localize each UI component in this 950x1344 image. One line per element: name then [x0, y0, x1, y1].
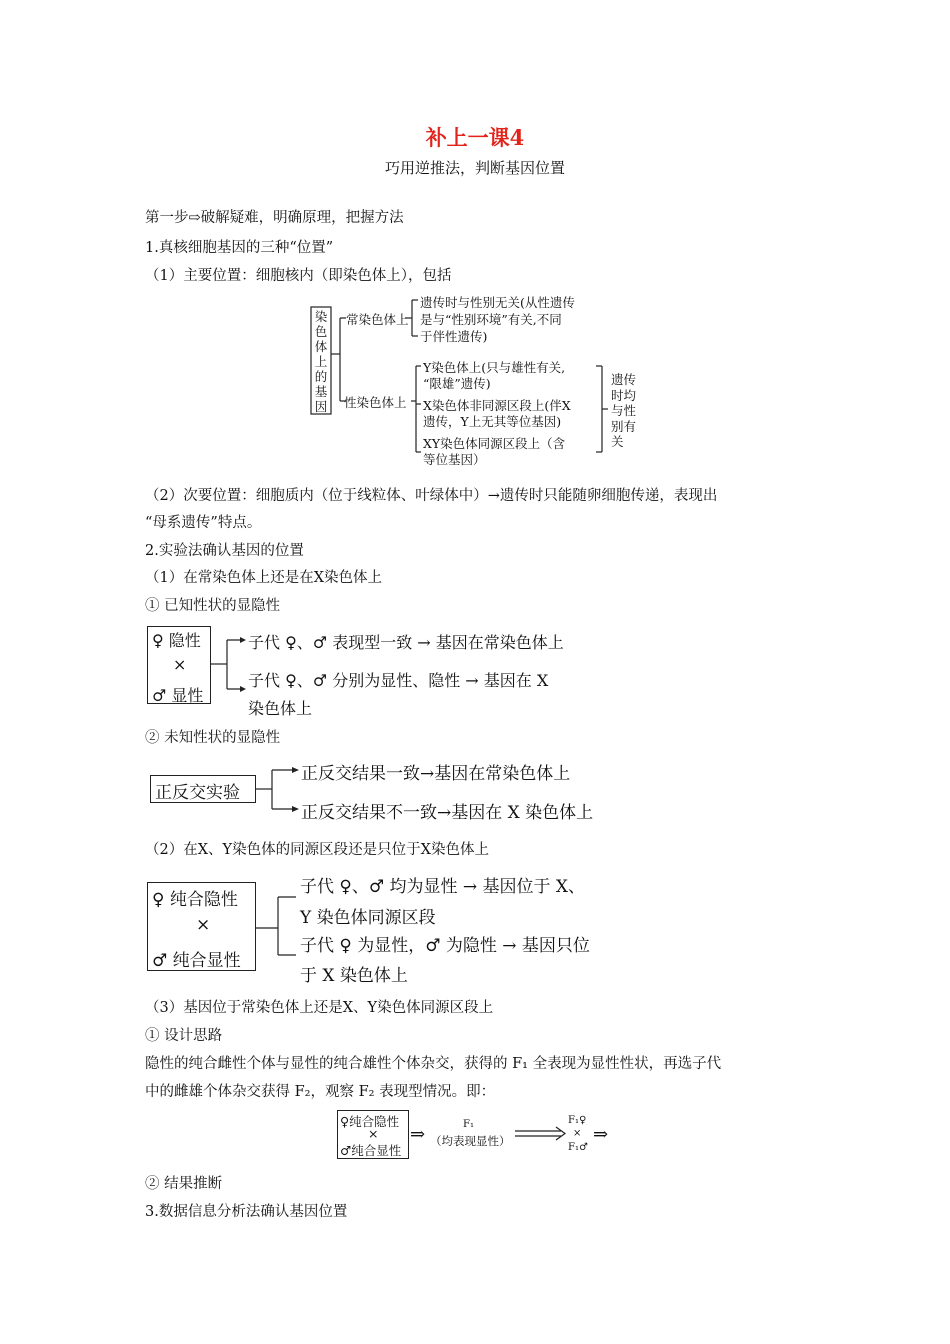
xy-homologous-2: 等位基因）	[423, 452, 486, 467]
double-arrow-1: ⇒	[410, 1124, 426, 1145]
sex-related-label: 遗传时均与性别有关	[611, 372, 637, 449]
sex-chromosome-label: 性染色体上	[344, 395, 407, 410]
homologous-result-1b: Y 染色体同源区段	[300, 908, 436, 928]
reciprocal-result-1: 正反交结果一致→基因在常染色体上	[301, 764, 571, 784]
step1-heading: 第一步⇨破解疑难，明确原理，把握方法	[145, 210, 404, 226]
homologous-result-2a: 子代 ♀ 为显性，♂ 为隐性 → 基因只位	[300, 936, 590, 956]
female-pure-recessive: ♀ 纯合隐性	[152, 890, 238, 910]
f1-male: F₁♂	[568, 1142, 588, 1153]
y-chromosome-2: “限雄”遗传)	[423, 376, 491, 391]
xy-homologous-1: XY染色体同源区段上（含	[423, 436, 566, 451]
section2-3a: ① 设计思路	[145, 1028, 223, 1044]
section2-3b: ② 结果推断	[145, 1176, 223, 1192]
f1-female: F₁♀	[568, 1115, 587, 1126]
male-pure-dominant: ♂ 纯合显性	[152, 951, 241, 971]
x-nonhomologous-1: X染色体非同源区段上(伴X	[423, 398, 571, 413]
autosome-desc-2: 是与“性别环境”有关,不同	[420, 312, 562, 327]
section3-heading: 3.数据信息分析法确认基因位置	[145, 1204, 348, 1220]
female-recessive: ♀ 隐性	[152, 631, 201, 650]
section2-1: （1）在常染色体上还是在X染色体上	[145, 570, 383, 586]
f1-description: （均表现显性）	[430, 1134, 511, 1148]
section1-heading: 1.真核细胞基因的三种“位置”	[145, 240, 334, 256]
f-female-pure-recessive: ♀纯合隐性	[340, 1114, 400, 1129]
section2-2: （2）在X、Y染色体的同源区段还是只位于X染色体上	[145, 842, 489, 858]
male-dominant: ♂ 显性	[152, 686, 204, 705]
homologous-result-1a: 子代 ♀、♂ 均为显性 → 基因位于 X、	[300, 877, 586, 897]
f-male-pure-dominant: ♂纯合显性	[340, 1143, 402, 1158]
known-result-2a: 子代 ♀、♂ 分别为显性、隐性 → 基因在 X	[248, 671, 549, 690]
double-arrow-2: ⇒	[593, 1124, 609, 1145]
f1-cross: ×	[573, 1128, 582, 1139]
autosome-desc-1: 遗传时与性别无关(从性遗传	[420, 295, 575, 310]
reciprocal-result-2: 正反交结果不一致→基因在 X 染色体上	[301, 803, 594, 823]
design-paragraph-2: 中的雌雄个体杂交获得 F₂，观察 F₂ 表现型情况。即：	[145, 1084, 496, 1100]
section2-heading: 2.实验法确认基因的位置	[145, 543, 304, 559]
known-result-1: 子代 ♀、♂ 表现型一致 → 基因在常染色体上	[248, 633, 564, 652]
homologous-result-2b: 于 X 染色体上	[300, 966, 408, 986]
f-cross-symbol: ×	[368, 1126, 379, 1141]
section1-2-line2: “母系遗传”特点。	[145, 515, 262, 531]
cross-symbol-2: ×	[196, 915, 211, 935]
autosome-label: 常染色体上	[346, 312, 409, 327]
page-title: 补上一课4	[425, 125, 525, 150]
f1-label: F₁	[463, 1119, 474, 1130]
section2-1b: ② 未知性状的显隐性	[145, 730, 281, 746]
section2-1a: ① 已知性状的显隐性	[145, 598, 281, 614]
gene-root-label: 染色体上的基因	[314, 309, 328, 414]
known-result-2b: 染色体上	[248, 699, 313, 718]
autosome-desc-3: 于伴性遗传)	[420, 329, 488, 344]
reciprocal-label: 正反交实验	[155, 783, 240, 803]
section1-2-line1: （2）次要位置：细胞质内（位于线粒体、叶绿体中）→遗传时只能随卵细胞传递，表现出	[145, 488, 718, 504]
section1-1: （1）主要位置：细胞核内（即染色体上），包括	[145, 268, 452, 284]
x-nonhomologous-2: 遗传，Y上无其等位基因)	[423, 414, 562, 429]
y-chromosome-1: Y染色体上(只与雄性有关,	[423, 360, 566, 375]
design-paragraph-1: 隐性的纯合雌性个体与显性的纯合雄性个体杂交，获得的 F₁ 全表现为显性性状，再选子代	[145, 1056, 722, 1072]
section2-3: （3）基因位于常染色体上还是X、Y染色体同源区段上	[145, 1000, 494, 1016]
cross-symbol: ×	[173, 655, 187, 674]
page-subtitle: 巧用逆推法，判断基因位置	[384, 159, 565, 177]
